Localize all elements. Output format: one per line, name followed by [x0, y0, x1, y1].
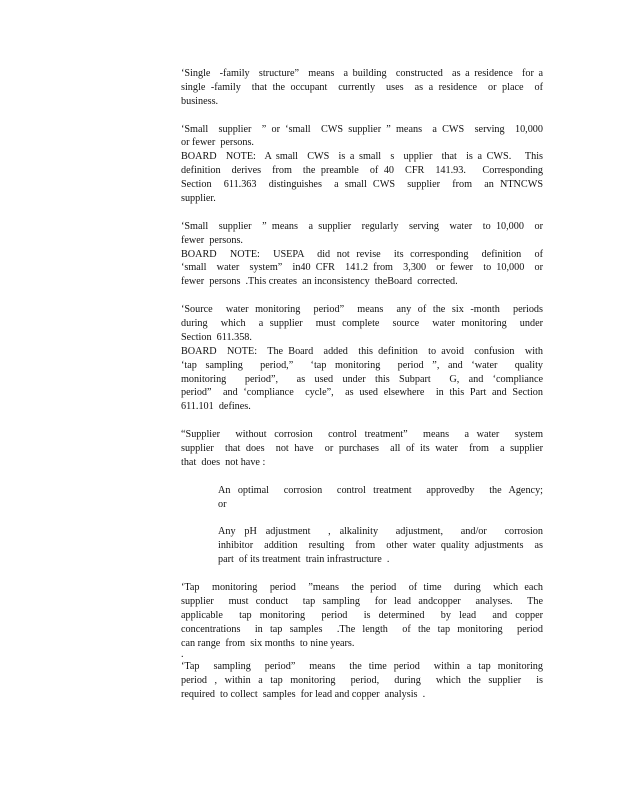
text-line: “Supplier without corrosion control treatment” means a water system [181, 429, 543, 441]
text-line: definition derives from the preamble of 40 CFR 141.93. Corresponding [181, 165, 543, 177]
subitem-ph-adjustment [218, 525, 543, 567]
subitem-optimal-corrosion-control [218, 484, 543, 512]
text-line: during which a supplier must complete source water monitoring under [181, 318, 543, 330]
text-line: inhibitor addition resulting from other water quality adjustments as [218, 540, 543, 552]
definition-small-supplier [181, 220, 543, 248]
text-line: fewer persons .This creates an inconsistency theBoard corrected. [181, 276, 458, 288]
text-line: ‘Single -family structure” means a building constructed as a residence for a [181, 68, 543, 79]
text-line: ‘Tap sampling period” means the time period within a tap monitoring [181, 661, 543, 673]
text-line: applicable tap monitoring period is determined by lead and copper [181, 609, 543, 621]
text-line: or fewer persons. [181, 137, 254, 149]
text-line: Section 611.363 distinguishes a small CWS supplier from an NTNCWS [181, 179, 543, 191]
board-note-source-water [181, 345, 543, 414]
text-line: single -family that the occupant currently uses as a residence or place of [181, 81, 543, 93]
stray-mark: . [181, 649, 184, 661]
text-line: period” and ‘compliance cycle”, as used elsewhere in this Part and Section [181, 387, 543, 399]
text-line: part of its treatment train infrastructure . [218, 554, 390, 566]
text-line: Section 611.358. [181, 331, 252, 343]
text-line: ‘tap sampling period,” ‘tap monitoring period ”, and ‘water quality [181, 359, 543, 371]
text-line: business. [181, 95, 219, 107]
definitions-text [181, 67, 543, 702]
definition-source-water-monitoring-period [181, 303, 543, 345]
text-line: ‘Source water monitoring period” means any of the six -month periods [181, 304, 543, 316]
text-line: supplier. [181, 193, 216, 205]
text-line: BOARD NOTE: A small CWS is a small s upplier that is a CWS. This [181, 151, 543, 163]
board-note-small-cws [181, 150, 543, 206]
text-line: BOARD NOTE: The Board added this definition to avoid confusion with [181, 345, 543, 357]
text-line: 611.101 defines. [181, 401, 251, 413]
text-line: can range from six months to nine years. [181, 637, 355, 649]
text-line: BOARD NOTE: USEPA did not revise its corresponding definition of [181, 248, 543, 260]
text-line: ‘Small supplier ” means a supplier regularly serving water to 10,000 or [181, 220, 543, 232]
board-note-small-supplier [181, 248, 543, 290]
text-line: An optimal corrosion control treatment approvedby the Agency; [218, 484, 543, 496]
text-line: ‘Small supplier ” or ‘small CWS supplier ” means a CWS serving 10,000 [181, 123, 543, 135]
definition-supplier-without-corrosion-control [181, 428, 543, 470]
text-line: monitoring period”, as used under this Subpart G, and ‘compliance [181, 373, 543, 385]
definition-tap-monitoring-period [181, 581, 543, 650]
text-line: Any pH adjustment , alkalinity adjustment, and/or corrosion [218, 526, 543, 538]
definition-tap-sampling-period [181, 660, 543, 702]
text-line: ‘Tap monitoring period ”means the period of time during which each [181, 581, 543, 593]
definition-small-cws-supplier [181, 123, 543, 151]
text-line: or [218, 498, 227, 510]
text-line: fewer persons. [181, 234, 243, 246]
definition-single-family-structure [181, 67, 543, 109]
text-line: concentrations in tap samples .The length of the tap monitoring period [181, 623, 543, 635]
text-line: that does not have : [181, 456, 266, 468]
text-line: ‘small water system” in40 CFR 141.2 from 3,300 or fewer to 10,000 or [181, 262, 543, 274]
text-line: period , within a tap monitoring period, during which the supplier is [181, 675, 543, 687]
text-line: required to collect samples for lead and copper analysis . [181, 689, 426, 701]
text-line: supplier must conduct tap sampling for lead andcopper analyses. The [181, 595, 543, 607]
text-line: supplier that does not have or purchases all of its water from a supplier [181, 443, 543, 455]
